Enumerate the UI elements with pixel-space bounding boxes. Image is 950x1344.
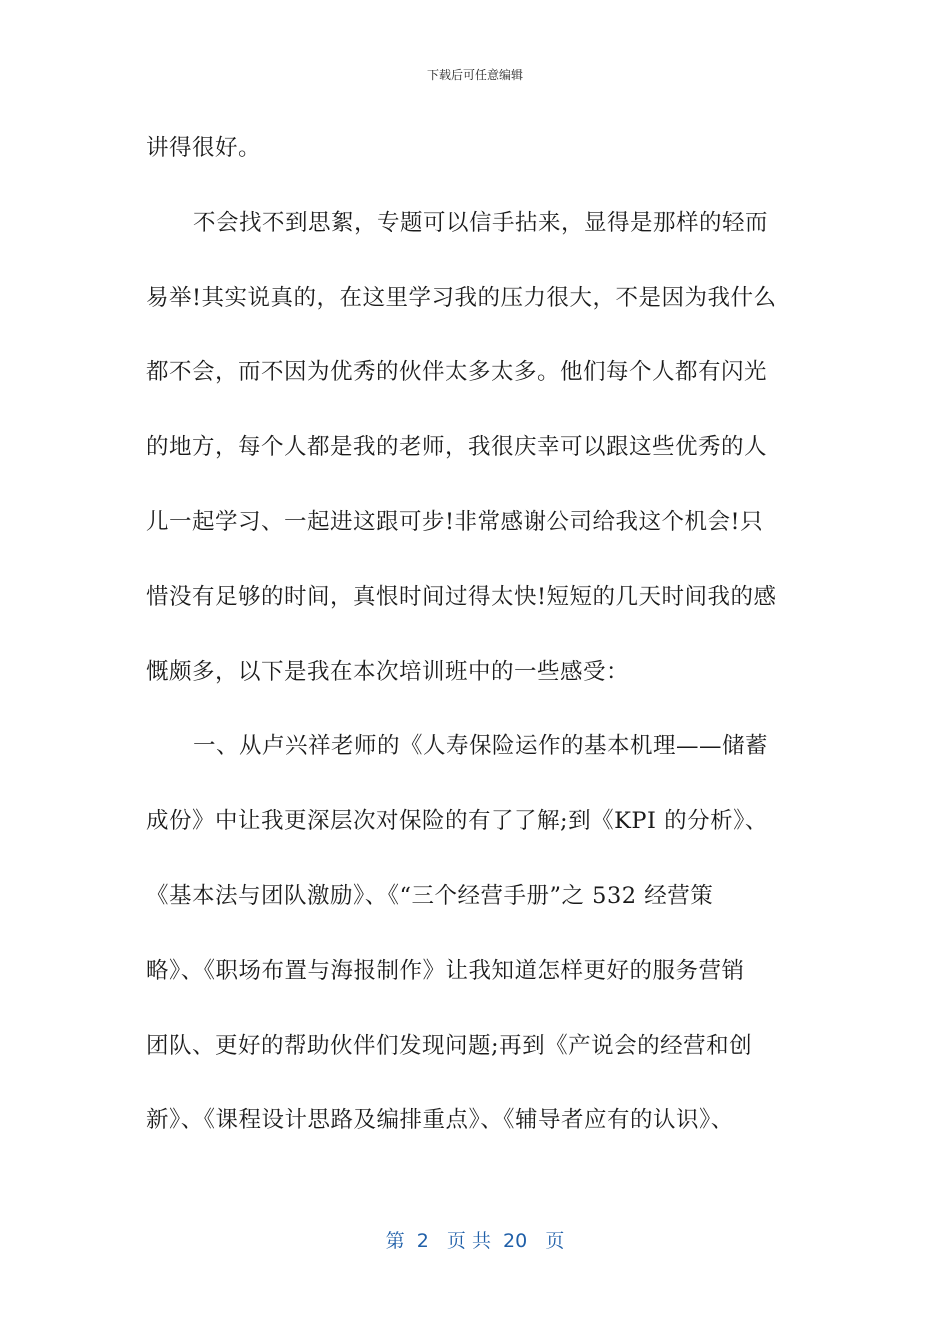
text-line: 儿一起学习、一起进这跟可步!非常感谢公司给我这个机会!只 <box>146 508 764 535</box>
text-line: 一、从卢兴祥老师的《人寿保险运作的基本机理——储蓄 <box>193 733 769 760</box>
text-line: 易举!其实说真的，在这里学习我的压力很大，不是因为我什么 <box>146 284 777 311</box>
text-line: 不会找不到思絮，专题可以信手拈来，显得是那样的轻而 <box>193 209 769 236</box>
text-line: 的地方，每个人都是我的老师，我很庆幸可以跟这些优秀的人 <box>146 434 768 461</box>
text-line: 新》、《课程设计思路及编排重点》、《辅导者应有的认识》、 <box>146 1107 734 1134</box>
text-line: 略》、《职场布置与海报制作》让我知道怎样更好的服务营销 <box>146 957 745 984</box>
document-body <box>146 125 810 1172</box>
text-line: 《基本法与团队激励》、《“三个经营手册”之 532 经营策 <box>146 882 714 909</box>
text-line: 都不会，而不因为优秀的伙伴太多太多。他们每个人都有闪光 <box>146 359 768 386</box>
text-line: 惜没有足够的时间，真恨时间过得太快!短短的几天时间我的感 <box>146 583 777 610</box>
page-number-footer: 第 2 页 共 20 页 <box>385 1230 565 1252</box>
text-line: 慨颇多，以下是我在本次培训班中的一些感受： <box>146 658 630 685</box>
text-line: 讲得很好。 <box>146 135 262 161</box>
text-line: 成份》中让我更深层次对保险的有了了解;到《KPI 的分析》、 <box>146 808 768 835</box>
text-line: 团队、更好的帮助伙伴们发现问题;再到《产说会的经营和创 <box>146 1032 753 1059</box>
header-note: 下载后可任意编辑 <box>426 68 523 82</box>
